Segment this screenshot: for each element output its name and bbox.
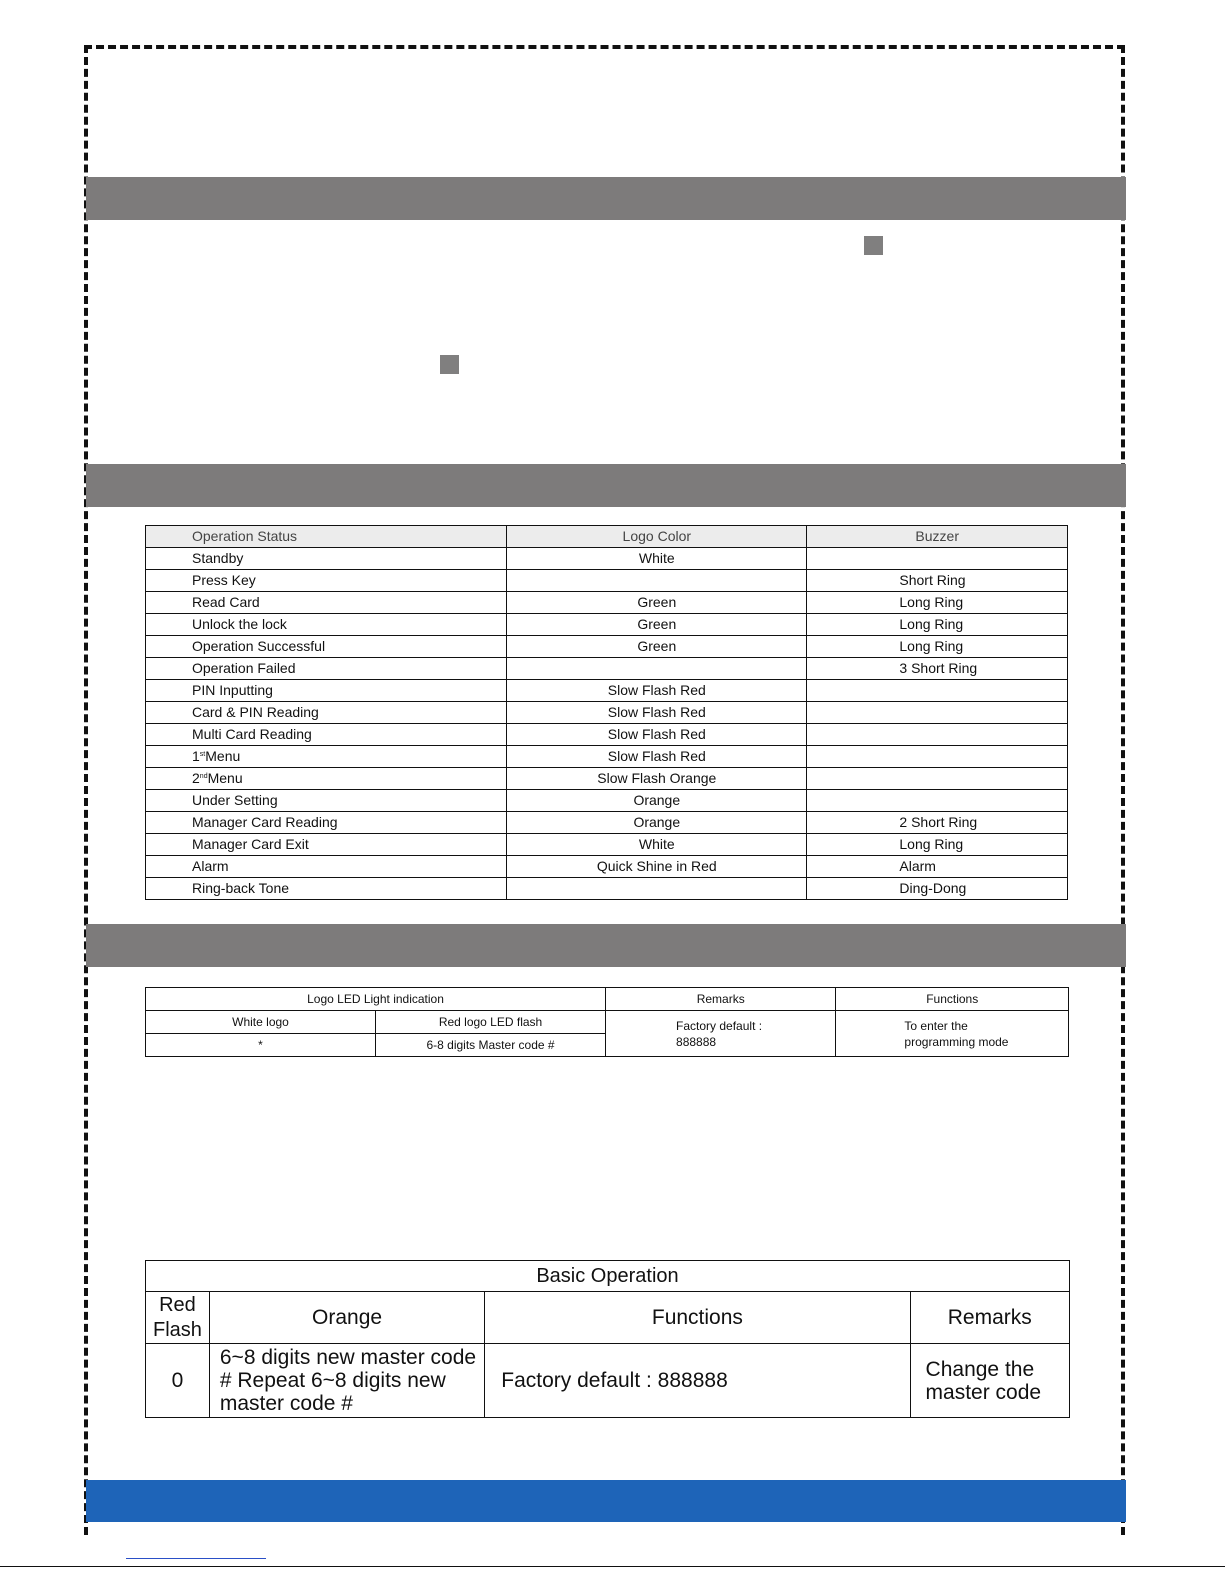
logo-color-cell bbox=[507, 878, 807, 900]
logo-color-cell: Orange bbox=[507, 790, 807, 812]
remarks-value bbox=[910, 1344, 1069, 1418]
buzzer-cell: Ding-Dong bbox=[807, 878, 1068, 900]
buzzer-cell: 3 Short Ring bbox=[807, 658, 1068, 680]
buzzer-cell bbox=[807, 790, 1068, 812]
operation-status-cell: Read Card bbox=[146, 592, 507, 614]
buzzer-cell bbox=[807, 680, 1068, 702]
remarks-line: Change the bbox=[925, 1357, 1035, 1381]
logo-color-cell bbox=[507, 570, 807, 592]
header-logo-color: Logo Color bbox=[507, 526, 807, 548]
header-operation-status: Operation Status bbox=[146, 526, 507, 548]
orange-header: Orange bbox=[209, 1292, 484, 1344]
red-flash-line: Red bbox=[159, 1293, 196, 1316]
remarks-cell bbox=[606, 1011, 836, 1057]
buzzer-cell bbox=[807, 702, 1068, 724]
operation-status-cell: Ring-back Tone bbox=[146, 878, 507, 900]
table-row bbox=[146, 856, 1068, 878]
buzzer-cell: Long Ring bbox=[807, 614, 1068, 636]
table-row bbox=[146, 768, 1068, 790]
functions-header: Functions bbox=[836, 988, 1069, 1011]
operation-status-cell: Multi Card Reading bbox=[146, 724, 507, 746]
logo-color-cell: Green bbox=[507, 592, 807, 614]
table-row bbox=[146, 658, 1068, 680]
table-row bbox=[146, 878, 1068, 900]
operation-status-cell: Unlock the lock bbox=[146, 614, 507, 636]
programming-mode-table bbox=[145, 987, 1069, 1057]
operation-status-cell: Operation Successful bbox=[146, 636, 507, 658]
buzzer-cell bbox=[807, 724, 1068, 746]
operation-status-cell: PIN Inputting bbox=[146, 680, 507, 702]
orange-line: master code # bbox=[219, 1392, 353, 1415]
logo-color-cell: Slow Flash Red bbox=[507, 702, 807, 724]
red-flash-value: 0 bbox=[146, 1344, 210, 1418]
operation-status-cell: Press Key bbox=[146, 570, 507, 592]
buzzer-cell: Long Ring bbox=[807, 834, 1068, 856]
logo-color-cell bbox=[507, 658, 807, 680]
operation-status-cell: Under Setting bbox=[146, 790, 507, 812]
table-row bbox=[146, 570, 1068, 592]
operation-status-cell: 2ndMenu bbox=[146, 768, 507, 790]
section-header-bar-3 bbox=[86, 924, 1126, 967]
remarks-header: Remarks bbox=[910, 1292, 1069, 1344]
buzzer-cell bbox=[807, 548, 1068, 570]
footer-link-underline bbox=[126, 1558, 266, 1559]
logo-color-cell: Green bbox=[507, 636, 807, 658]
white-value-cell: * bbox=[146, 1034, 376, 1057]
table-row bbox=[146, 680, 1068, 702]
functions-cell bbox=[836, 1011, 1069, 1057]
operation-status-cell: Card & PIN Reading bbox=[146, 702, 507, 724]
orange-line: 6~8 digits new master code bbox=[219, 1346, 477, 1369]
operation-status-cell: Operation Failed bbox=[146, 658, 507, 680]
buzzer-cell: 2 Short Ring bbox=[807, 812, 1068, 834]
table-row bbox=[146, 790, 1068, 812]
red-flash-header bbox=[146, 1292, 210, 1344]
table-row bbox=[146, 548, 1068, 570]
logo-color-cell: Slow Flash Red bbox=[507, 746, 807, 768]
header-buzzer: Buzzer bbox=[807, 526, 1068, 548]
logo-color-cell: Orange bbox=[507, 812, 807, 834]
buzzer-cell: Alarm bbox=[807, 856, 1068, 878]
table-row bbox=[146, 724, 1068, 746]
table-row bbox=[146, 592, 1068, 614]
red-flash-line: Flash bbox=[152, 1318, 202, 1341]
functions-line: To enter the bbox=[904, 1018, 968, 1033]
logo-color-cell: Slow Flash Orange bbox=[507, 768, 807, 790]
table-row bbox=[146, 636, 1068, 658]
square-bullet bbox=[440, 355, 459, 374]
logo-color-cell: White bbox=[507, 834, 807, 856]
logo-color-cell: Green bbox=[507, 614, 807, 636]
buzzer-cell: Short Ring bbox=[807, 570, 1068, 592]
functions-line: programming mode bbox=[904, 1034, 1009, 1049]
logo-color-cell: White bbox=[507, 548, 807, 570]
operation-status-cell: Manager Card Reading bbox=[146, 812, 507, 834]
remarks-header: Remarks bbox=[606, 988, 836, 1011]
logo-color-cell: Slow Flash Red bbox=[507, 680, 807, 702]
operation-status-cell: 1stMenu bbox=[146, 746, 507, 768]
buzzer-cell: Long Ring bbox=[807, 592, 1068, 614]
red-value-cell: 6-8 digits Master code # bbox=[376, 1034, 606, 1057]
table-row bbox=[146, 812, 1068, 834]
status-table-header bbox=[146, 526, 1068, 548]
table-row bbox=[146, 746, 1068, 768]
section-header-bar-2 bbox=[86, 464, 1126, 507]
remarks-line: master code bbox=[925, 1380, 1042, 1404]
basic-operation-table bbox=[145, 1260, 1070, 1418]
orange-value bbox=[209, 1344, 484, 1418]
buzzer-cell bbox=[807, 768, 1068, 790]
square-bullet bbox=[864, 236, 883, 255]
remarks-line: Factory default : bbox=[676, 1018, 763, 1033]
orange-line: # Repeat 6~8 digits new bbox=[219, 1369, 446, 1392]
operation-status-cell: Standby bbox=[146, 548, 507, 570]
status-table bbox=[145, 525, 1068, 900]
functions-header: Functions bbox=[485, 1292, 910, 1344]
buzzer-cell: Long Ring bbox=[807, 636, 1068, 658]
table-row bbox=[146, 702, 1068, 724]
operation-status-cell: Manager Card Exit bbox=[146, 834, 507, 856]
logo-color-cell: Slow Flash Red bbox=[507, 724, 807, 746]
remarks-line: 888888 bbox=[676, 1034, 717, 1049]
buzzer-cell bbox=[807, 746, 1068, 768]
logo-led-header: Logo LED Light indication bbox=[146, 988, 606, 1011]
basic-operation-title: Basic Operation bbox=[146, 1261, 1070, 1292]
section-header-bar-1 bbox=[86, 177, 1126, 220]
table-row bbox=[146, 834, 1068, 856]
table-row bbox=[146, 614, 1068, 636]
functions-value: Factory default : 888888 bbox=[485, 1344, 910, 1418]
red-logo-flash-cell: Red logo LED flash bbox=[376, 1011, 606, 1034]
page-bottom-rule bbox=[0, 1566, 1225, 1567]
logo-color-cell: Quick Shine in Red bbox=[507, 856, 807, 878]
white-logo-cell: White logo bbox=[146, 1011, 376, 1034]
operation-status-cell: Alarm bbox=[146, 856, 507, 878]
footer-bar bbox=[86, 1480, 1126, 1522]
